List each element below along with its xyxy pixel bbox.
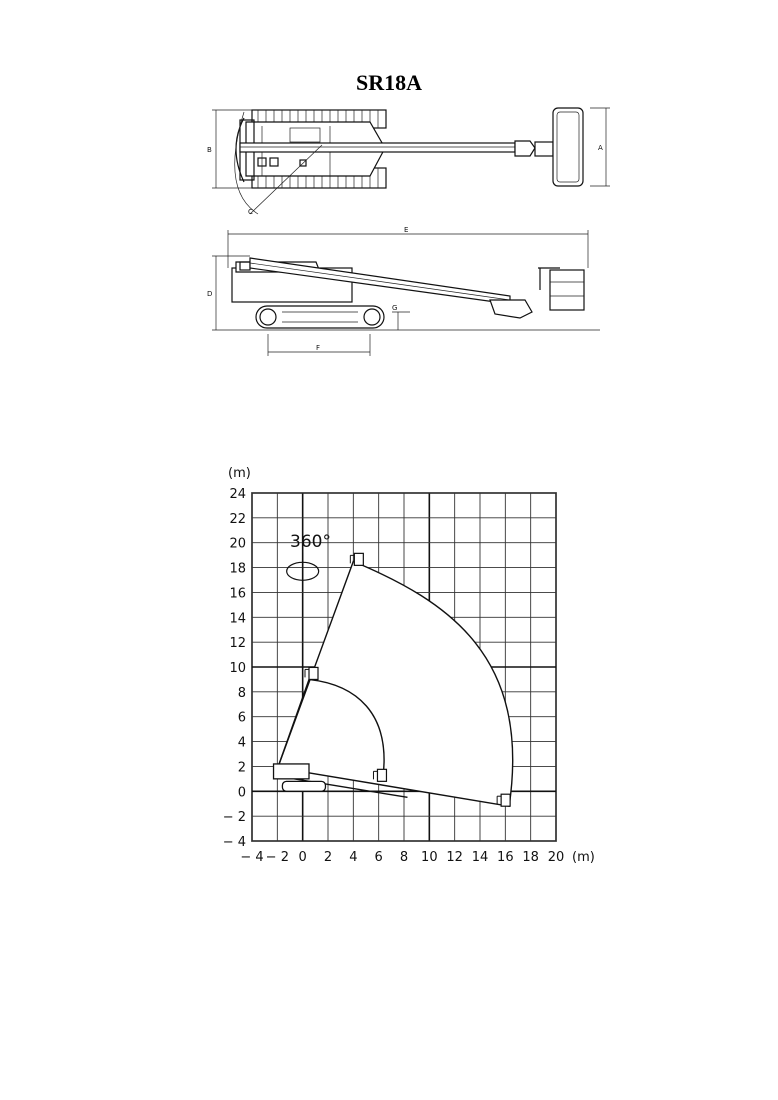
y-tick-label: 4: [237, 735, 246, 751]
y-tick-label: 16: [229, 586, 246, 602]
y-tick-label: 2: [237, 760, 246, 776]
dim-label-g: G: [392, 304, 398, 312]
dim-label-f: F: [316, 344, 321, 352]
y-tick-label: 8: [237, 685, 246, 701]
x-tick-label: 8: [399, 850, 409, 865]
x-tick-label: 14: [471, 850, 489, 865]
machine-track: [282, 781, 325, 791]
basket-marker: [377, 769, 386, 781]
x-tick-label: 18: [522, 850, 539, 865]
basket-marker: [501, 794, 510, 806]
dim-label-c: C: [248, 208, 253, 216]
dim-label-e: E: [404, 226, 409, 234]
y-tick-label: − 2: [222, 810, 246, 826]
basket-marker: [354, 553, 363, 565]
y-tick-label: 22: [229, 511, 246, 527]
working-envelope: [274, 553, 513, 807]
dim-label-b: B: [207, 146, 212, 154]
y-tick-label: 10: [229, 661, 246, 676]
x-tick-label: 0: [298, 850, 307, 865]
x-tick-label: 20: [547, 850, 565, 865]
y-unit-label: (m): [228, 466, 251, 481]
outer-envelope: [277, 561, 512, 806]
y-tick-label: 0: [237, 785, 246, 801]
dim-label-a: A: [598, 144, 603, 152]
y-tick-label: 24: [229, 487, 246, 502]
dim-label-d: D: [207, 290, 213, 298]
x-tick-label: 2: [323, 850, 333, 865]
y-tick-label: 12: [229, 636, 246, 652]
rotation-label: 360°: [290, 532, 331, 552]
y-tick-label: 20: [229, 536, 246, 552]
x-tick-label: 12: [446, 850, 463, 865]
x-tick-label: 6: [374, 850, 383, 865]
page-title: SR18A: [355, 70, 422, 95]
machine-body: [274, 764, 309, 779]
y-tick-label: − 4: [222, 835, 246, 850]
x-tick-label: 10: [421, 850, 438, 865]
y-tick-label: 18: [229, 561, 246, 577]
basket-marker: [309, 667, 318, 679]
y-tick-label: 6: [237, 710, 246, 726]
x-unit-label: (m): [572, 850, 595, 865]
x-tick-label: 4: [349, 850, 358, 865]
x-tick-label: − 4: [240, 850, 264, 865]
x-tick-label: 16: [497, 850, 514, 865]
y-tick-label: 14: [229, 611, 246, 627]
x-tick-label: − 2: [265, 850, 289, 865]
